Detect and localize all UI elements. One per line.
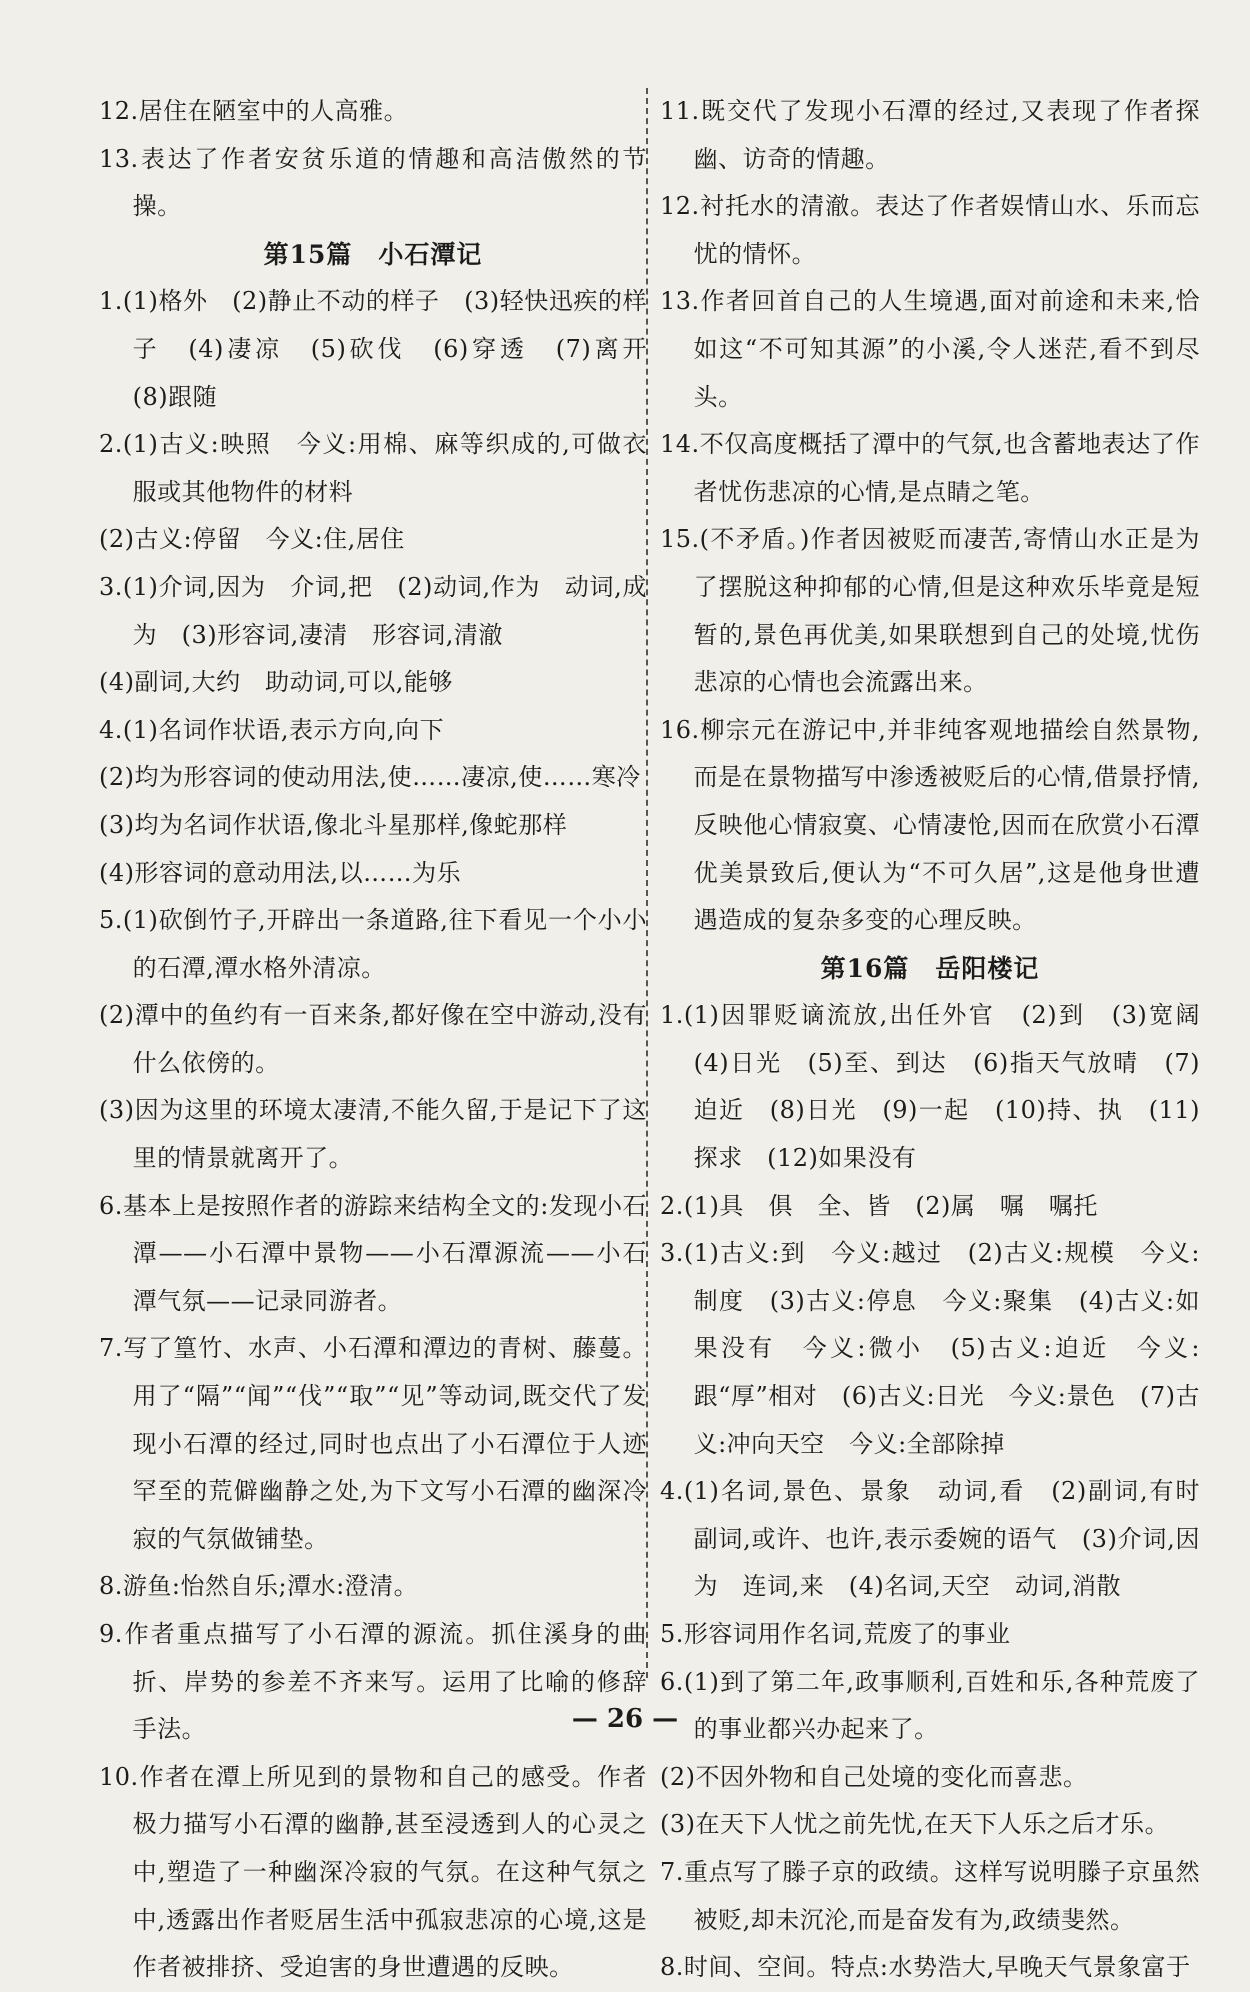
answer-item: [99, 707, 647, 897]
answer-line: 10.作者在潭上所见到的景物和自己的感受。作者极力描写小石潭的幽静,甚至浸透到人的心灵之中,塑造了一种幽深冷寂的气氛。在这种气氛之中,透露出作者贬居生活中孤寂悲凉的心境,这是作者被排挤、受迫害的身世遭遇的反映。: [99, 1762, 647, 1982]
answer-line: (2)潭中的鱼约有一百来条,都好像在空中游动,没有什么依傍的。: [99, 1001, 647, 1077]
section-heading-16: 第16篇 岳阳楼记: [820, 953, 1040, 983]
answer-line: 16.柳宗元在游记中,并非纯客观地描绘自然景物,而是在景物描写中渗透被贬后的心情,借景抒情,反映他心情寂寞、心情凄怆,因而在欣赏小石潭优美景致后,便认为“不可久居”,这是他身世遭遇造成的复杂多变的心理反映。: [660, 715, 1200, 935]
answer-item: [660, 88, 1200, 183]
answer-item: [99, 1754, 647, 1992]
answer-line: 7.重点写了滕子京的政绩。这样写说明滕子京虽然被贬,却未沉沦,而是奋发有为,政绩斐然。: [660, 1857, 1200, 1934]
answer-item: [660, 707, 1200, 945]
answer-item: [99, 1325, 647, 1563]
answer-item: [99, 421, 647, 564]
answer-item: [660, 1659, 1200, 1849]
answer-line: 6.(1)到了第二年,政事顺利,百姓和乐,各种荒废了的事业都兴办起来了。: [660, 1667, 1200, 1744]
answer-item: [660, 278, 1200, 421]
answer-line: 13.作者回首自己的人生境遇,面对前途和未来,恰如这“不可知其源”的小溪,令人迷茫,看不到尽头。: [660, 287, 1200, 411]
answer-item: [99, 897, 647, 1183]
answer-item: [660, 1468, 1225, 1611]
answer-line: 12.衬托水的清澈。表达了作者娱情山水、乐而忘忧的情怀。: [660, 192, 1200, 268]
answer-line: 11.既交代了发现小石潭的经过,又表现了作者探幽、访奇的情趣。: [660, 97, 1200, 173]
answer-item: [660, 516, 1200, 706]
answer-line: (3)均为名词作状语,像北斗星那样,像蛇那样: [99, 810, 568, 839]
answer-line: 2.(1)具 俱 全、皆 (2)属 嘱 嘱托: [660, 1191, 1098, 1220]
answer-item: [99, 1563, 647, 1611]
answer-line: 5.形容词用作名词,荒废了的事业: [660, 1620, 1011, 1648]
answer-line: 5.(1)砍倒竹子,开辟出一条道路,往下看见一个小小的石潭,潭水格外清凉。: [99, 906, 647, 982]
answer-item: [660, 421, 1200, 516]
answer-line: (2)均为形容词的使动用法,使……凄凉,使……寒冷: [99, 763, 641, 792]
answer-line: 15.(不矛盾。)作者因被贬而凄苦,寄情山水正是为了摆脱这种抑郁的心情,但是这种欢乐毕竟是短暂的,景色再优美,如果联想到自己的处境,忧伤悲凉的心情也会流露出来。: [660, 525, 1200, 697]
answer-item: [99, 564, 647, 707]
answer-item: [99, 278, 672, 421]
answer-item: 12.居住在陋室中的人高雅。: [99, 97, 409, 125]
answer-line: 14.不仅高度概括了潭中的气氛,也含蓄地表达了作者忧伤悲凉的心情,是点睛之笔。: [660, 430, 1200, 506]
answer-line: 6.基本上是按照作者的游踪来结构全文的:发现小石潭——小石潭中景物——小石潭源流——小石潭气氛——记录同游者。: [99, 1191, 647, 1315]
answer-line: 2.(1)古义:映照 今义:用棉、麻等织成的,可做衣服或其他物件的材料: [99, 430, 647, 506]
answer-line: (4)形容词的意动用法,以……为乐: [99, 858, 462, 887]
answer-line: 3.(1)古义:到 今义:越过 (2)古义:规模 今义:制度 (3)古义:停息 今义:聚集 (4)古义:如果没有 今义:微小 (5)古义:迫近 今义:跟“厚”相对 (6)古义:日光 今义:景色 (7)古义:冲向天空 今义:全部除掉: [660, 1239, 1200, 1458]
answer-line: (4)副词,大约 助动词,可以,能够: [99, 668, 453, 697]
section-heading-15: 第15篇 小石潭记: [263, 239, 483, 269]
answer-item: [660, 1944, 1200, 1992]
answer-line: 4.(1)名词,景色、景象 动词,看 (2)副词,有时 副词,或许、也许,表示委婉的语气 (3)介词,因为 连词,来 (4)名词,天空 动词,消散: [660, 1477, 1225, 1601]
answer-line: 8.游鱼:怡然自乐;潭水:澄清。: [99, 1572, 419, 1601]
answer-item: [99, 1183, 647, 1326]
answer-line: (3)在天下人忧之前先忧,在天下人乐之后才乐。: [660, 1810, 1170, 1839]
answer-item: [660, 183, 1200, 278]
answer-item: [660, 1230, 1200, 1468]
page-number: — 26 —: [571, 1704, 679, 1734]
answer-line: 4.(1)名词作状语,表示方向,向下: [99, 715, 445, 744]
answer-item: [660, 1849, 1200, 1944]
answer-line: 8.时间、空间。特点:水势浩大,早晚天气景象富于: [660, 1953, 1191, 1982]
answer-line: 7.写了篁竹、水声、小石潭和潭边的青树、藤蔓。用了“隔”“闻”“伐”“取”“见”等动词,既交代了发现小石潭的经过,同时也点出了小石潭位于人迹罕至的荒僻幽静之处,为下文写小石潭的幽深冷寂的气氛做铺垫。: [99, 1334, 647, 1553]
answer-line: 1.(1)因罪贬谪流放,出任外官 (2)到 (3)宽阔 (4)日光 (5)至、到达 (6)指天气放晴 (7)迫近 (8)日光 (9)一起 (10)持、执 (11)探求 (12)如果没有: [660, 1001, 1225, 1173]
answer-line: (2)不因外物和自己处境的变化而喜悲。: [660, 1762, 1088, 1791]
answer-line: (3)因为这里的环境太凄清,不能久留,于是记下了这里的情景就离开了。: [99, 1096, 647, 1173]
answer-line: 3.(1)介词,因为 介词,把 (2)动词,作为 动词,成为 (3)形容词,凄清 形容词,清澈: [99, 572, 647, 649]
answer-item: 13.表达了作者安贫乐道的情趣和高洁傲然的节操。: [99, 144, 647, 221]
answer-line: (2)古义:停留 今义:住,居住: [99, 525, 405, 554]
answer-item: [660, 1611, 1200, 1659]
answer-line: 1.(1)格外 (2)静止不动的样子 (3)轻快迅疾的样子 (4)凄凉 (5)砍伐 (6)穿透 (7)离开 (8)跟随: [99, 287, 672, 411]
answer-item: [660, 1183, 1200, 1231]
answer-item: [660, 992, 1225, 1182]
answer-line: 9.作者重点描写了小石潭的源流。抓住溪身的曲折、岸势的参差不齐来写。运用了比喻的修辞手法。: [99, 1620, 647, 1744]
